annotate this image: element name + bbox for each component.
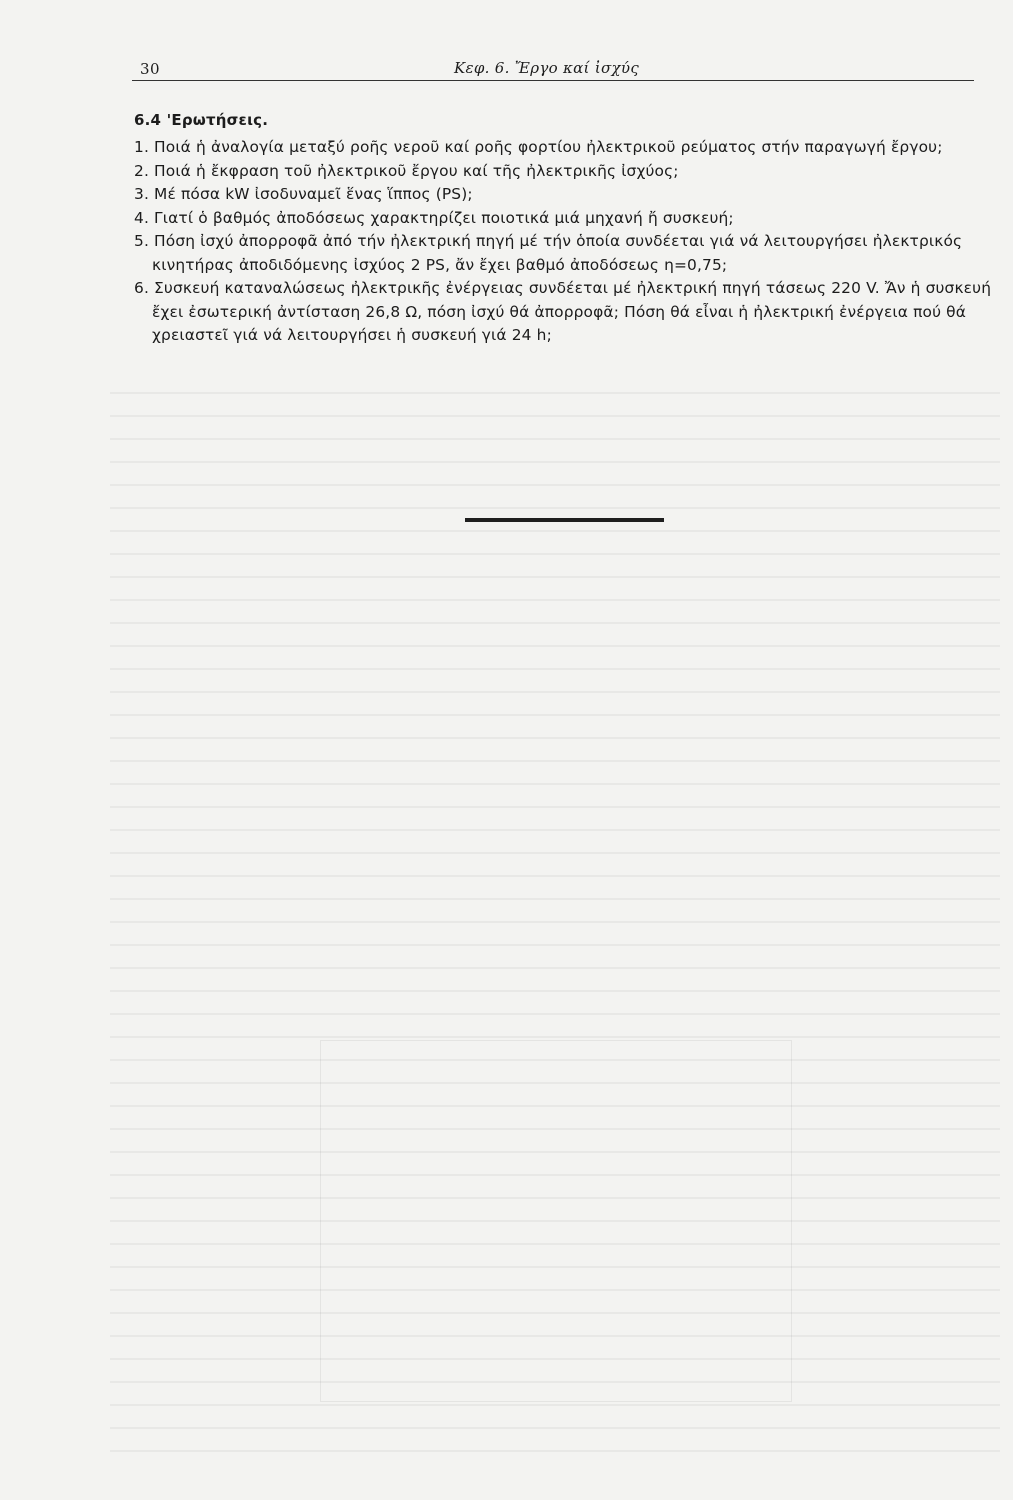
question-text: Πόση ἰσχύ ἀπορροφᾶ ἀπό τήν ἠλεκτρική πηγή μέ τήν ὁποία συνδέεται γιά νά λειτουργήσει ἠλεκτρικός κινητήρας ἀποδιδόμενης ἰσχύος 2 PS, ἄν ἔχει βαθμό ἀποδόσεως η=0,75; — [152, 232, 963, 274]
question-number: 5. — [134, 232, 149, 250]
question-number: 2. — [134, 161, 149, 180]
question-text: Συσκευή καταναλώσεως ἠλεκτρικῆς ἐνέργειας συνδέεται μέ ἠλεκτρική πηγή τάσεως 220 V. Ἄν ἡ συσκευή ἔχει ἐσωτερική ἀντίσταση 26,8 Ω, πόση ἰσχύ θά ἀπορροφᾶ; Πόση θά εἶναι ἡ ἠλεκτρική ἐνέργεια πού θά χρειαστεῖ γιά νά λειτουργήσει ἡ συσκευή γιά 24 h; — [152, 279, 992, 344]
question-item — [134, 207, 994, 231]
end-of-section-rule — [465, 518, 664, 522]
question-item — [134, 136, 994, 160]
question-text: Ποιά ἡ ἀναλογία μεταξύ ροῆς νεροῦ καί ροῆς φορτίου ἠλεκτρικοῦ ρεύματος στήν παραγωγή ἔργου; — [154, 138, 943, 156]
question-text: Γιατί ὁ βαθμός ἀποδόσεως χαρακτηρίζει ποιοτικά μιά μηχανή ἤ συσκευή; — [154, 208, 734, 227]
page-number: 30 — [140, 60, 161, 78]
running-head: Κεφ. 6. Ἔργο καί ἰσχύς — [454, 59, 640, 77]
show-through-texture — [110, 380, 1000, 1470]
question-number: 3. — [134, 185, 149, 203]
question-number: 4. — [134, 208, 149, 227]
question-item — [134, 183, 994, 207]
question-item — [134, 277, 994, 348]
section-title: 6.4 'Ερωτήσεις. — [134, 111, 269, 129]
question-text: Μέ πόσα kW ἰσοδυναμεῖ ἕνας ἵππος (PS); — [154, 185, 473, 203]
question-item — [134, 160, 994, 184]
question-number: 1. — [134, 138, 149, 156]
question-text: Ποιά ἡ ἔκφραση τοῦ ἠλεκτρικοῦ ἔργου καί τῆς ἠλεκτρικῆς ἰσχύος; — [154, 161, 679, 180]
show-through-table-texture — [320, 1040, 792, 1402]
question-number: 6. — [134, 279, 149, 297]
questions-list — [134, 136, 994, 348]
question-item — [134, 230, 994, 277]
page-header — [132, 58, 974, 81]
